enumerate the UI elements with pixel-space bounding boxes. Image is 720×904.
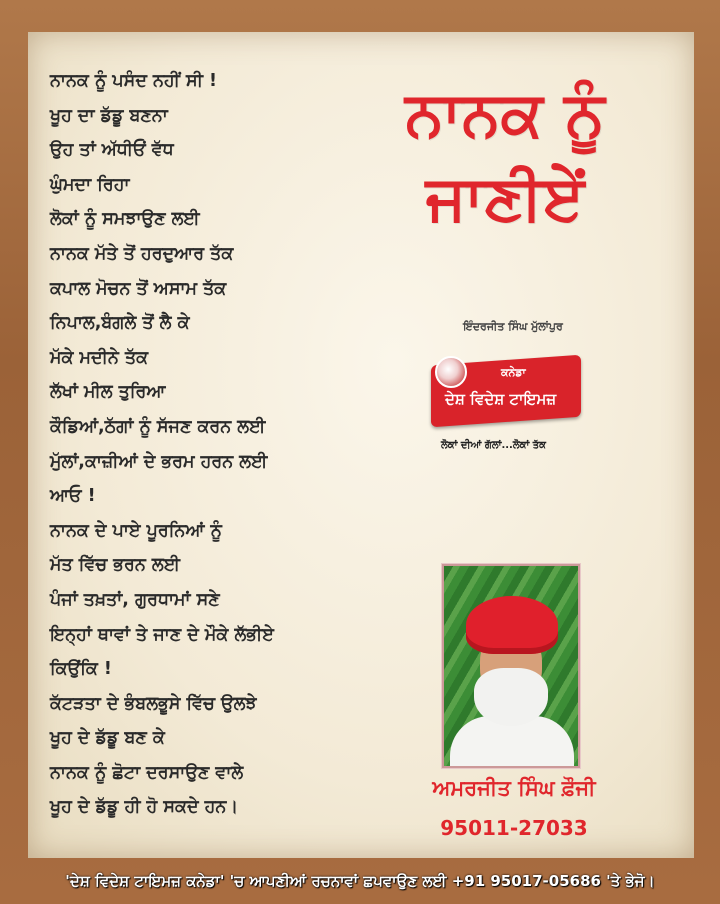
poem-line: ਨਿਪਾਲ,ਬੰਗਲੇ ਤੋਂ ਲੈ ਕੇ [50,313,190,334]
title-line-2: ਜਾਣੀਏਂ [425,161,585,234]
photo-beard [474,668,548,726]
poster-paper [28,32,694,858]
poem-line: ਕਿਉਂਕਿ ! [50,659,112,680]
poem-line: ਖੂਹ ਦੇ ਡੱਡੂ ਬਣ ਕੇ [50,728,165,749]
author-name: ਅਮਰਜੀਤ ਸਿੰਘ ਫ਼ੌਜੀ [432,776,596,800]
poem-line: ਮੱਕੇ ਮਦੀਨੇ ਤੱਕ [50,347,149,368]
poem-line: ਮੁੱਲਾਂ,ਕਾਜ਼ੀਆਂ ਦੇ ਭਰਮ ਹਰਨ ਲਈ [50,451,268,472]
poem-line: ਕੱਟੜਤਾ ਦੇ ਭੰਬਲਭੂਸੇ ਵਿੱਚ ਉਲਝੇ [50,693,257,714]
poem-line: ਮੱਤ ਵਿੱਚ ਭਰਨ ਲਈ [50,555,180,576]
poem-line: ਇਨ੍ਹਾਂ ਥਾਵਾਂ ਤੇ ਜਾਣ ਦੇ ਮੌਕੇ ਲੱਭੀਏ [50,624,274,645]
poem-line: ਕਪਾਲ ਮੋਚਨ ਤੋਂ ਅਸਾਮ ਤੱਕ [50,278,227,299]
poem-line: ਲੱਖਾਂ ਮੀਲ ਤੁਰਿਆ [50,382,166,403]
poem-line: ਨਾਨਕ ਦੇ ਪਾਏ ਪੂਰਨਿਆਂ ਨੂੰ [50,520,222,541]
logo-name: ਦੇਸ਼ ਵਿਦੇਸ਼ ਟਾਇਮਜ਼ [445,390,557,408]
title-line-1: ਨਾਨਕ ਨੂੰ [405,77,605,150]
byline: ਇੰਦਰਜੀਤ ਸਿੰਘ ਮੁੱਲਾਂਪੁਰ [463,320,563,333]
poem-line: ਪੰਜਾਂ ਤਖ਼ਤਾਂ, ਗੁਰਧਾਮਾਂ ਸਣੇ [50,589,220,610]
poem-line: ਕੌਡਿਆਂ,ਠੱਗਾਂ ਨੂੰ ਸੱਜਣ ਕਰਨ ਲਈ [50,416,266,437]
poem-line: ਨਾਨਕ ਨੂੰ ਛੋਟਾ ਦਰਸਾਉਣ ਵਾਲੇ [50,762,244,783]
logo-country: ਕਨੇਡਾ [501,366,526,379]
newspaper-logo [423,342,593,462]
poem-line: ਘੁੰਮਦਾ ਰਿਹਾ [50,174,130,195]
poem-line: ਨਾਨਕ ਮੱਤੇ ਤੋਂ ਹਰਦੁਆਰ ਤੱਕ [50,243,234,264]
poem-line: ਉਹ ਤਾਂ ਅੱਧੀਓਂ ਵੱਧ [50,140,174,161]
globe-icon [435,356,467,388]
author-phone: 95011-27033 [440,816,588,840]
author-photo [442,564,580,768]
poem-line: ਖੂਹ ਦੇ ਡੱਡੂ ਹੀ ਹੋ ਸਕਦੇ ਹਨ। [50,797,239,818]
poster-title [350,72,660,240]
poem-line: ਆਓ ! [50,486,96,507]
photo-turban [466,596,558,654]
logo-tagline: ਲੋਕਾਂ ਦੀਆਂ ਗੱਲਾਂ...ਲੋਕਾਂ ਤੱਕ [441,440,546,451]
poem-line: ਨਾਨਕ ਨੂੰ ਪਸੰਦ ਨਹੀਂ ਸੀ ! [50,71,218,91]
poem-line: ਖੂਹ ਦਾ ਡੱਡੂ ਬਣਨਾ [50,105,168,126]
poem-line: ਲੋਕਾਂ ਨੂੰ ਸਮਝਾਉਣ ਲਈ [50,209,200,230]
footer-text: 'ਦੇਸ਼ ਵਿਦੇਸ਼ ਟਾਇਮਜ਼ ਕਨੇਡਾ' 'ਚ ਆਪਣੀਆਂ ਰਚਨਾਵਾਂ ਛਪਵਾਉਣ ਲਈ +91 95017-05686 'ਤੇ ਭੇਜੋ। [65,872,655,890]
